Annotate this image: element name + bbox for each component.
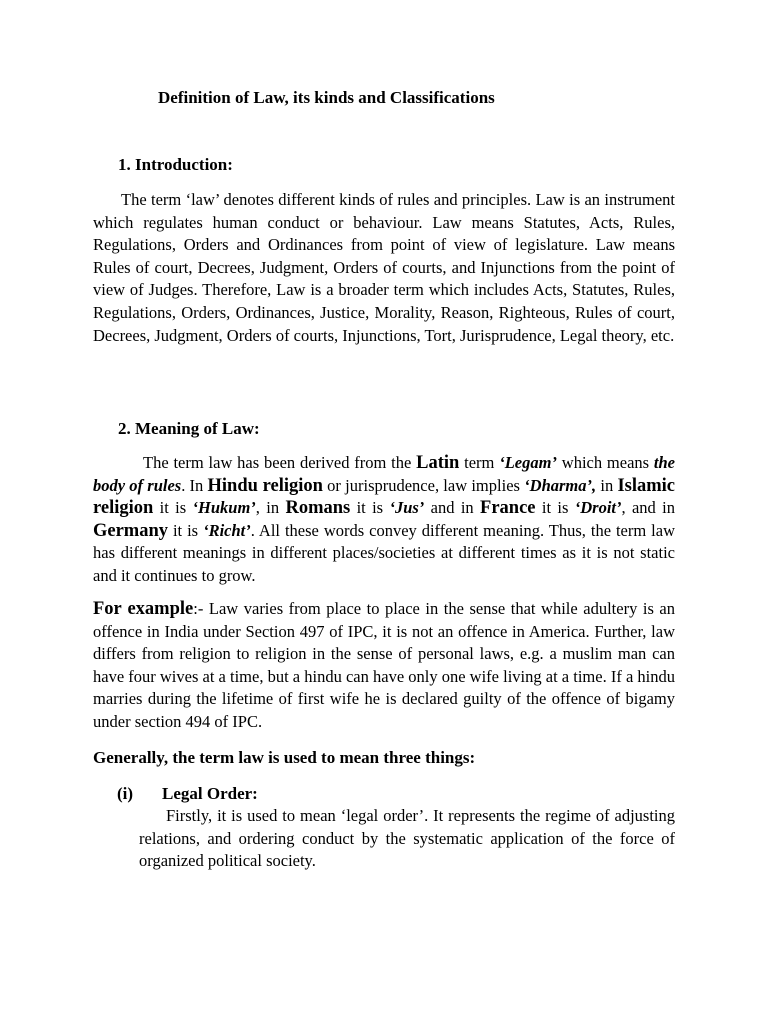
term-islamic-religion: Islamic religion — [93, 475, 675, 519]
text-run: . In — [181, 475, 208, 495]
term-legam: ‘Legam’ — [499, 453, 557, 472]
term-richt: ‘Richt’ — [203, 520, 251, 540]
meaning-paragraph — [93, 452, 675, 588]
text-run: it is — [535, 498, 575, 518]
text-run: term — [459, 453, 500, 472]
term-hukum: ‘Hukum’ — [192, 498, 256, 518]
term-hindu-religion: Hindu religion — [207, 475, 323, 496]
text-run: or jurisprudence, law implies — [322, 475, 525, 495]
text-run: , in — [255, 498, 286, 518]
term-france: France — [480, 498, 536, 519]
text-run: , and in — [621, 498, 675, 518]
text-run: which means — [556, 453, 654, 472]
term-body-of-rules: the body of rules — [93, 453, 675, 495]
term-droit: ‘Droit’ — [574, 498, 622, 518]
list-item-number: (i) — [117, 784, 134, 803]
term-jus: ‘Jus’ — [389, 498, 425, 518]
legal-order-paragraph — [139, 805, 675, 873]
text-run: and in — [424, 498, 481, 518]
document-title: Definition of Law, its kinds and Classifications — [158, 88, 495, 107]
example-text: :- Law varies from place to place in the sense that while adultery is an offence in India under Section 497 of IPC, it is not an offence in America. Further, law differs from religion to religion in the sense of personal laws, e.g. a muslim man can have four wives at a time, but a hindu can have only one wife living at a time. If a hindu marries during the lifetime of first wife he is declared guilty of the offence of bigamy under section 494 of IPC. — [93, 599, 675, 731]
text-run: The term law has been derived from the — [143, 453, 417, 472]
section-heading-introduction: 1. Introduction: — [118, 155, 233, 174]
term-latin: Latin — [416, 453, 460, 473]
text-run: . All these words convey different meaning. Thus, the term law has different meanings in different places/societies at different times as it is not static and it continues to grow. — [93, 520, 675, 585]
term-germany: Germany — [93, 520, 169, 541]
list-item-title-legal-order: Legal Order: — [162, 784, 258, 803]
section-heading-meaning-of-law: 2. Meaning of Law: — [118, 419, 260, 438]
example-paragraph — [93, 598, 675, 734]
generally-heading: Generally, the term law is used to mean three things: — [93, 748, 476, 767]
term-romans: Romans — [285, 498, 351, 519]
text-run: it is — [153, 498, 193, 518]
term-dharma: ‘Dharma’, — [524, 475, 597, 495]
text-run: it is — [350, 498, 390, 518]
introduction-paragraph: The term ‘law’ denotes different kinds of rules and principles. Law is an instrument which regulates human conduct or behaviour. Law means Statutes, Acts, Rules, Regulations, Orders and Ordinances from point of view of legislature. Law means Rules of court, Decrees, Judgment, Orders of courts, and Injunctions from the point of view of Judges. Therefore, Law is a broader term which includes Acts, Statutes, Rules, Regulations, Orders, Ordinances, Justice, Morality, Reason, Righteous, Rules of court, Decrees, Judgment, Orders of courts, Injunctions, Tort, Jurisprudence, Legal theory, etc. — [93, 190, 675, 345]
text-run: it is — [168, 520, 204, 540]
legal-order-text: Firstly, it is used to mean ‘legal order’. It represents the regime of adjusting relations, and ordering conduct by the systematic application of the force of organized political society. — [139, 806, 675, 871]
example-label: For example — [93, 599, 194, 619]
text-run: in — [596, 475, 618, 495]
